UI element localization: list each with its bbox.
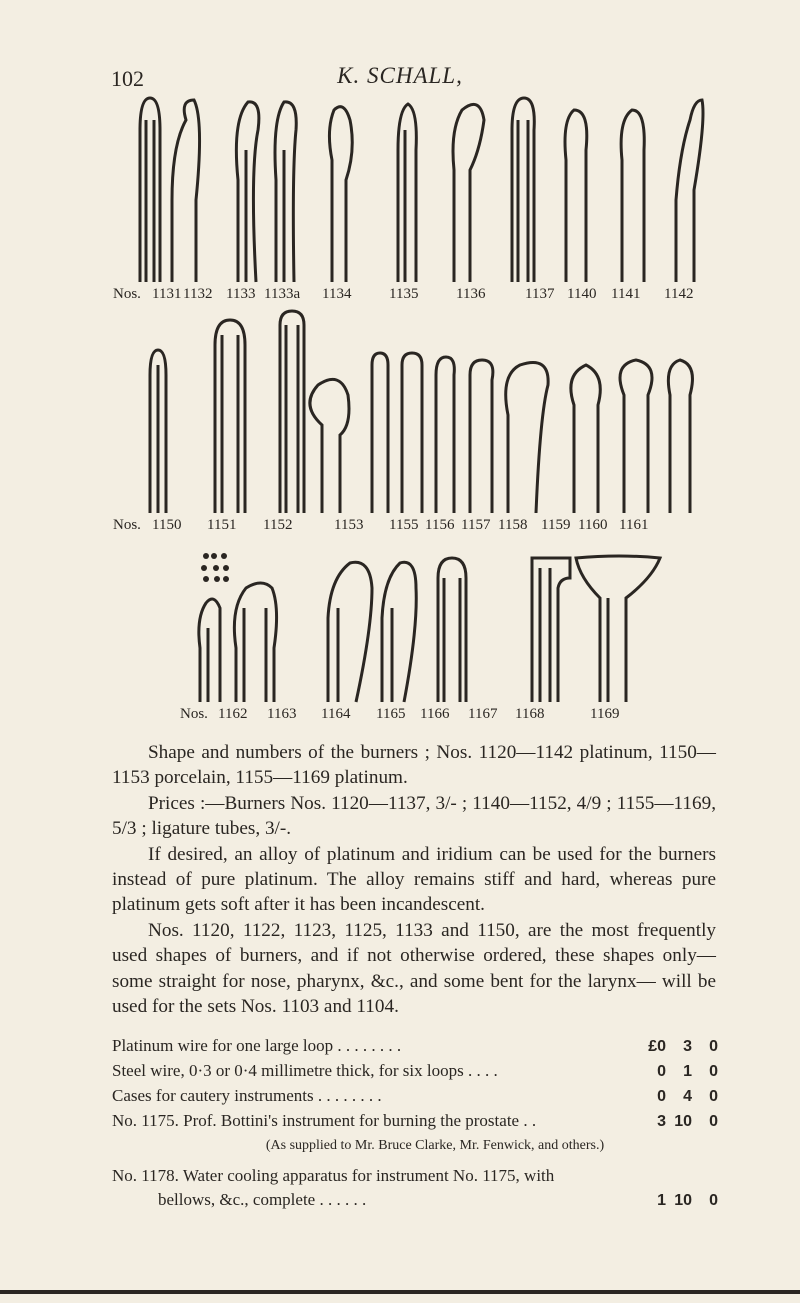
price-description: Cases for cautery instruments . . . . . . . . — [112, 1086, 382, 1105]
figure-1-number: 1134 — [322, 286, 352, 302]
figure-2-number: 1152 — [263, 517, 293, 533]
figure-2-number: 1155 — [389, 517, 419, 533]
price-shillings: 10 — [674, 1192, 692, 1209]
price-description-continued: bellows, &c., complete . . . . . . — [158, 1190, 367, 1209]
figure-3-number: 1167 — [468, 706, 498, 722]
figure-3-number: 1166 — [420, 706, 450, 722]
figure-3-prefix: Nos. — [180, 706, 208, 722]
figure-caption: Shape and numbers of the burners ; Nos. 1120—1142 platinum, 1150—1153 porcelain, 1155—1169 platinum. — [112, 742, 716, 789]
burners-illustration-3 — [0, 548, 800, 704]
burners-figure-2 — [0, 305, 800, 535]
figure-2-prefix: Nos. — [113, 517, 141, 533]
figure-1-prefix: Nos. — [113, 286, 141, 302]
running-head-initial: K. — [337, 63, 361, 88]
running-head-title: SCHALL, — [367, 63, 463, 88]
figure-1-number: 1140 — [567, 286, 597, 302]
page-bottom-rule — [0, 1290, 800, 1294]
price-row — [112, 1034, 718, 1059]
burners-figure-1 — [0, 90, 800, 305]
figure-1-number: 1136 — [456, 286, 486, 302]
price-description: Steel wire, 0·3 or 0·4 millimetre thick, for six loops . . . . — [112, 1061, 498, 1080]
figure-3-number: 1165 — [376, 706, 406, 722]
price-pence: 0 — [709, 1038, 718, 1055]
price-shillings: 1 — [683, 1063, 692, 1080]
figure-2-number: 1160 — [578, 517, 608, 533]
figure-1-number: 1133a — [264, 286, 301, 302]
figure-2-number: 1153 — [334, 517, 364, 533]
price-amount — [642, 1060, 718, 1084]
figure-3-number: 1164 — [321, 706, 351, 722]
figure-3-number: 1163 — [267, 706, 297, 722]
price-amount — [642, 1189, 718, 1213]
figure-2-number: 1158 — [498, 517, 528, 533]
price-row — [112, 1059, 718, 1084]
figure-2-number: 1161 — [619, 517, 649, 533]
figure-1-number: 1142 — [664, 286, 694, 302]
prices-paragraph: Prices :—Burners Nos. 1120—1137, 3/- ; 1140—1152, 4/9 ; 1155—1169, 5/3 ; ligature tubes, 3/-. — [112, 792, 716, 840]
price-description: No. 1178. Water cooling apparatus for instrument No. 1175, with — [112, 1166, 555, 1185]
price-description: Platinum wire for one large loop . . . . . . . . — [112, 1036, 402, 1055]
figure-1-number: 1135 — [389, 286, 419, 302]
burners-illustration-2 — [0, 305, 800, 515]
price-pounds: £0 — [648, 1038, 666, 1055]
price-amount — [642, 1110, 718, 1134]
figure-3-number: 1162 — [218, 706, 248, 722]
figure-2-number: 1151 — [207, 517, 237, 533]
figure-2-number: 1157 — [461, 517, 491, 533]
price-pence: 0 — [709, 1063, 718, 1080]
figure-1-number: 1132 — [183, 286, 213, 302]
figure-2-number: 1156 — [425, 517, 455, 533]
figure-3-number: 1168 — [515, 706, 545, 722]
running-head — [0, 63, 800, 89]
figure-1-number: 1141 — [611, 286, 641, 302]
figure-1-number: 1131 — [152, 286, 182, 302]
price-row — [112, 1084, 718, 1109]
price-amount — [642, 1085, 718, 1109]
page-number: 102 — [111, 66, 144, 91]
price-pence: 0 — [709, 1192, 718, 1209]
figure-2-number: 1150 — [152, 517, 182, 533]
price-description: No. 1175. Prof. Bottini's instrument for burning the prostate . . — [112, 1111, 537, 1130]
alloy-paragraph: If desired, an alloy of platinum and iridium can be used for the burners instead of pure platinum. The alloy remains stiff and hard, whereas pure platinum gets soft after it has been incandescent. — [112, 843, 716, 916]
price-pence: 0 — [709, 1088, 718, 1105]
price-row — [112, 1109, 718, 1134]
price-pounds: 1 — [657, 1192, 666, 1209]
burners-figure-3 — [0, 548, 800, 738]
figure-1-number: 1137 — [525, 286, 555, 302]
burners-illustration-1 — [0, 90, 800, 285]
body-text — [112, 740, 716, 1019]
price-pounds: 0 — [657, 1063, 666, 1080]
price-amount — [642, 1035, 718, 1059]
price-row-continued — [112, 1164, 718, 1188]
price-shillings: 10 — [674, 1113, 692, 1130]
shapes-paragraph: Nos. 1120, 1122, 1123, 1125, 1133 and 1150, are the most frequently used shapes of burners, and if not otherwise ordered, these shapes only— some straight for nose, pharynx, &c., and some bent for the larynx— will be used for the sets Nos. 1103 and 1104. — [112, 919, 716, 1018]
price-pounds: 0 — [657, 1088, 666, 1105]
figure-2-number: 1159 — [541, 517, 571, 533]
price-shillings: 4 — [683, 1088, 692, 1105]
price-list — [112, 1034, 718, 1213]
price-shillings: 3 — [683, 1038, 692, 1055]
price-note: (As supplied to Mr. Bruce Clarke, Mr. Fenwick, and others.) — [265, 1138, 605, 1153]
figure-1-number: 1133 — [226, 286, 256, 302]
price-pounds: 3 — [657, 1113, 666, 1130]
price-pence: 0 — [709, 1113, 718, 1130]
price-row — [112, 1188, 718, 1213]
figure-3-number: 1169 — [590, 706, 620, 722]
